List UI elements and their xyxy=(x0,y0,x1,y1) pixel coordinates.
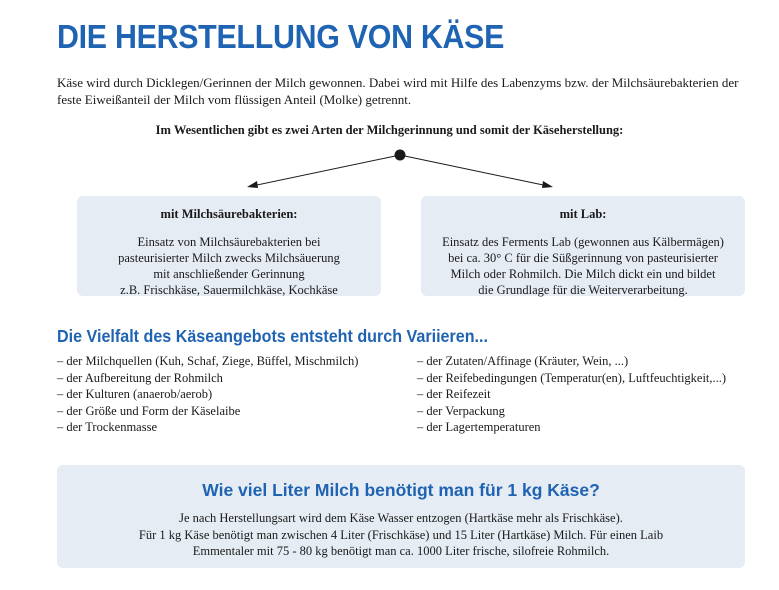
variety-list-left xyxy=(57,353,358,436)
lactic-acid-line: z.B. Frischkäse, Sauermilchkäse, Kochkäse xyxy=(120,283,338,297)
list-item: – der Verpackung xyxy=(417,403,505,418)
list-item: – der Reifebedingungen (Temperatur(en), Luftfeuchtigkeit,...) xyxy=(417,370,727,385)
milk-question-text xyxy=(57,510,745,560)
list-item: – der Trockenmasse xyxy=(57,420,157,434)
lactic-acid-line: pasteurisierter Milch zwecks Milchsäuerung xyxy=(118,251,340,265)
list-item: – der Milchquellen (Kuh, Schaf, Ziege, Büffel, Mischmilch) xyxy=(57,354,359,368)
arrow-head-right xyxy=(542,181,553,188)
lactic-acid-line: mit anschließender Gerinnung xyxy=(153,267,305,281)
rennet-line: Einsatz des Ferments Lab (gewonnen aus Kälbermägen) xyxy=(442,235,724,249)
lactic-acid-box xyxy=(77,196,381,296)
rennet-line: die Grundlage für die Weiterverarbeitung. xyxy=(478,283,688,297)
lactic-acid-line: Einsatz von Milchsäurebakterien bei xyxy=(137,235,321,249)
rennet-box-title: mit Lab: xyxy=(559,207,607,221)
variety-title: Die Vielfalt des Käseangebots entsteht durch Variieren... xyxy=(57,326,488,346)
branch-diagram xyxy=(0,0,779,200)
list-item: – der Lagertemperaturen xyxy=(417,420,541,434)
branch-node xyxy=(395,150,406,161)
rennet-line: Milch oder Rohmilch. Die Milch dickt ein und bildet xyxy=(450,267,716,281)
arrow-head-left xyxy=(247,181,258,188)
rennet-line: bei ca. 30° C für die Süßgerinnung von pasteurisierter xyxy=(448,251,718,265)
branch-line-right xyxy=(400,155,548,186)
page-title: DIE HERSTELLUNG VON KÄSE xyxy=(57,18,505,55)
list-item: – der Größe und Form der Käselaibe xyxy=(57,403,241,418)
milk-question-line: Emmentaler mit 75 - 80 kg benötigt man ca. 1000 Liter frische, silofreie Rohmilch. xyxy=(192,544,610,558)
coagulation-question: Im Wesentlichen gibt es zwei Arten der Milchgerinnung und somit der Käseherstellung: xyxy=(155,123,624,137)
list-item: – der Aufbereitung der Rohmilch xyxy=(57,370,223,385)
branch-line-left xyxy=(252,155,400,186)
variety-list-right xyxy=(417,353,726,436)
lactic-acid-box-title: mit Milchsäurebakterien: xyxy=(160,207,298,221)
milk-question-line: Je nach Herstellungsart wird dem Käse Wasser entzogen (Hartkäse mehr als Frischkäse). xyxy=(179,511,623,525)
rennet-box xyxy=(421,196,745,296)
list-item: – der Kulturen (anaerob/aerob) xyxy=(57,387,213,401)
list-item: – der Zutaten/Affinage (Kräuter, Wein, ...) xyxy=(417,354,629,368)
milk-question-title: Wie viel Liter Milch benötigt man für 1 kg Käse? xyxy=(202,480,600,500)
intro-text: Käse wird durch Dicklegen/Gerinnen der Milch gewonnen. Dabei wird mit Hilfe des Labenzyms bzw. der Milchsäurebakterien der feste Eiweißanteil der Milch vom flüssigen Anteil (Molke) getrennt. xyxy=(57,75,739,107)
milk-question-box xyxy=(57,465,745,568)
milk-question-line: Für 1 kg Käse benötigt man zwischen 4 Liter (Frischkäse) und 15 Liter (Hartkäse) Milch. Für einen Laib xyxy=(138,527,664,542)
list-item: – der Reifezeit xyxy=(417,387,491,401)
